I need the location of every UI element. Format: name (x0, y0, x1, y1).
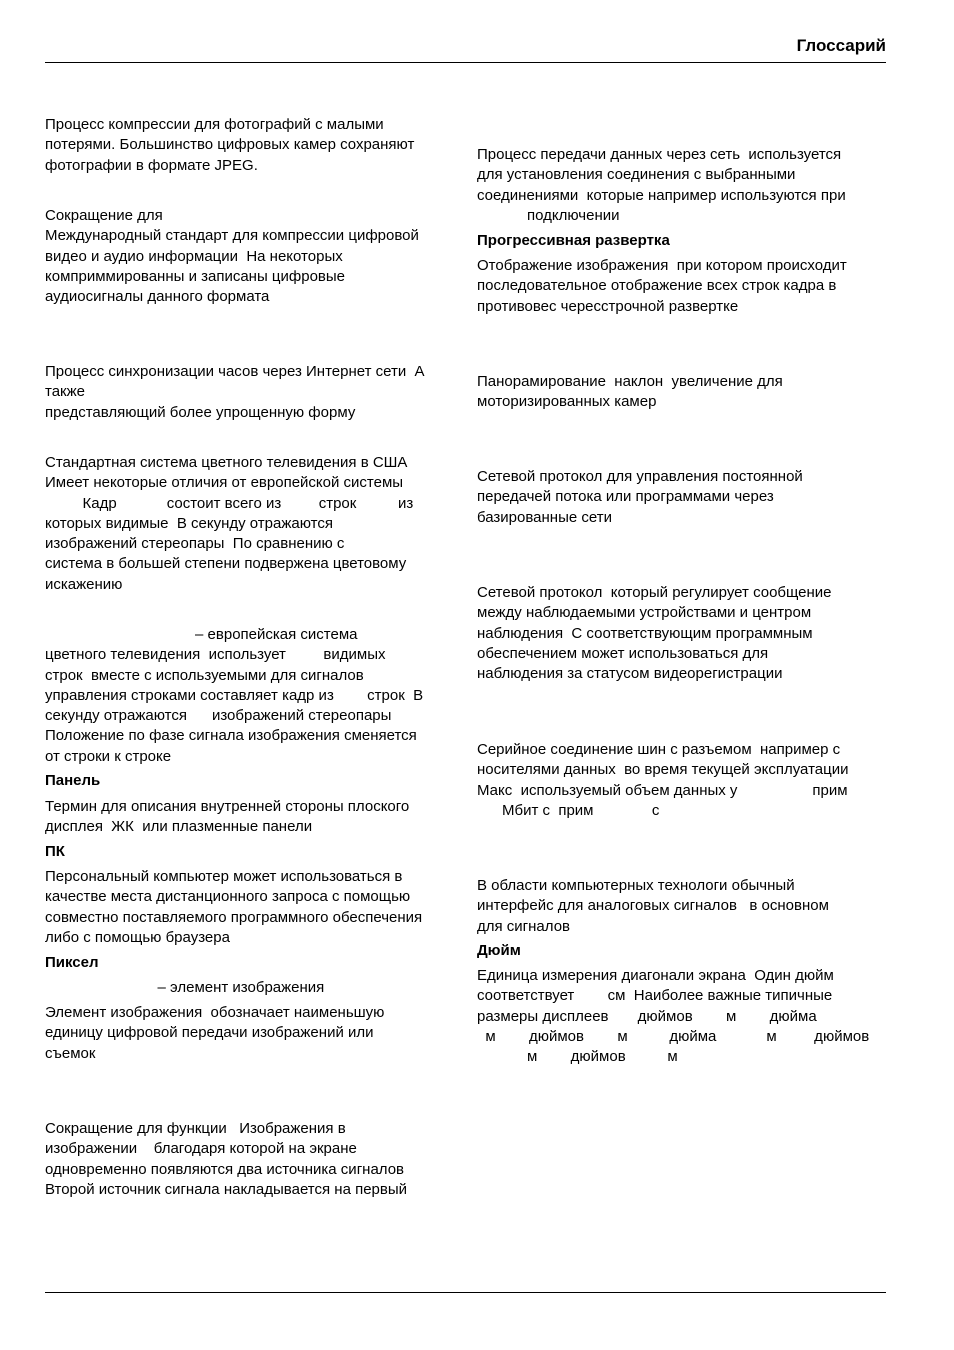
snmp-description: Сетевой протокол который регулирует сообщение между наблюдаемыми устройствами и центром наблюдения С соответствующим программным обеспечением может использоваться для наблюдения за статусом видеорегистрации (477, 584, 832, 683)
usb-description: Серийное соединение шин с разъемом например с носителями данных во время текущей эксплуатации Макс используемый объем данных у прим Мбит с прим с (477, 741, 849, 819)
pc-term: ПК (45, 843, 65, 860)
footer-divider (45, 1292, 886, 1293)
pixel-term: Пиксел (45, 954, 99, 971)
panel-description: Термин для описания внутренней стороны плоского дисплея ЖК или плазменные панели (45, 798, 410, 836)
header-divider (45, 62, 886, 63)
progressive-description: Отображение изображения при котором происходит последовательное отображение всех строк кадра в противовес чересстрочной развертке (477, 257, 847, 315)
ntp-description: Процесс синхронизации часов через Интернет сети А также представляющий более упрощенную форму (45, 363, 425, 421)
inch-description: Единица измерения диагонали экрана Один дюйм соответствует см Наиболее важные типичные размеры дисплеев дюймов м дюйма м дюймов м дюйма м дюймов м дюймов м (477, 967, 870, 1066)
page-title: Глоссарий (796, 36, 886, 55)
mpeg-description: Сокращение для Международный стандарт для компрессии цифровой видео и аудио информации На некоторых комприммированны и записаны цифровые аудиосигналы данного формата (45, 207, 419, 306)
inch-term: Дюйм (477, 942, 521, 959)
progressive-term: Прогрессивная развертка (477, 232, 670, 249)
pc-description: Персональный компьютер может использоваться в качестве места дистанционного запроса с помощью совместно поставляемого программного обеспечения либо с помощью браузера (45, 868, 423, 946)
panel-term: Панель (45, 772, 101, 789)
rtsp-description: Сетевой протокол для управления постоянной передачей потока или программами через базированные сети (477, 468, 803, 526)
pip-description: Сокращение для функции Изображения в изображении благодаря которой на экране одновременно появляются два источника сигналов Второй источник сигнала накладывается на первый (45, 1120, 408, 1198)
vga-description: В области компьютерных технологи обычный интерфейс для аналоговых сигналов в основном для сигналов (477, 877, 829, 935)
pal-description: – европейская система цветного телевидения использует видимых строк вместе с используемыми для сигналов управления строками составляет кадр из строк В секунду отражаются изображений стереопары Положение по фазе сигнала изображения сменяется от строки к строке (45, 626, 424, 765)
pixel-description: Элемент изображения обозначает наименьшую единицу цифровой передачи изображений или съемок (45, 1004, 385, 1062)
jpeg-description: Процесс компрессии для фотографий с малыми потерями. Большинство цифровых камер сохраняют фотографии в формате JPEG. (45, 116, 415, 174)
ppp-description: Процесс передачи данных через сеть используется для установления соединения с выбранными соединениями которые например используются при подключении (477, 146, 846, 224)
pixel-subtitle: – элемент изображения (45, 979, 325, 996)
ntsc-description: Стандартная система цветного телевидения в США Имеет некоторые отличия от европейской системы Кадр состоит всего из строк из которых видимые В секунду отражаются изображений стереопары По сравнению с система в большей степени подвержена цветовому искажению (45, 454, 414, 593)
ptz-description: Панорамирование наклон увеличение для моторизированных камер (477, 373, 783, 411)
